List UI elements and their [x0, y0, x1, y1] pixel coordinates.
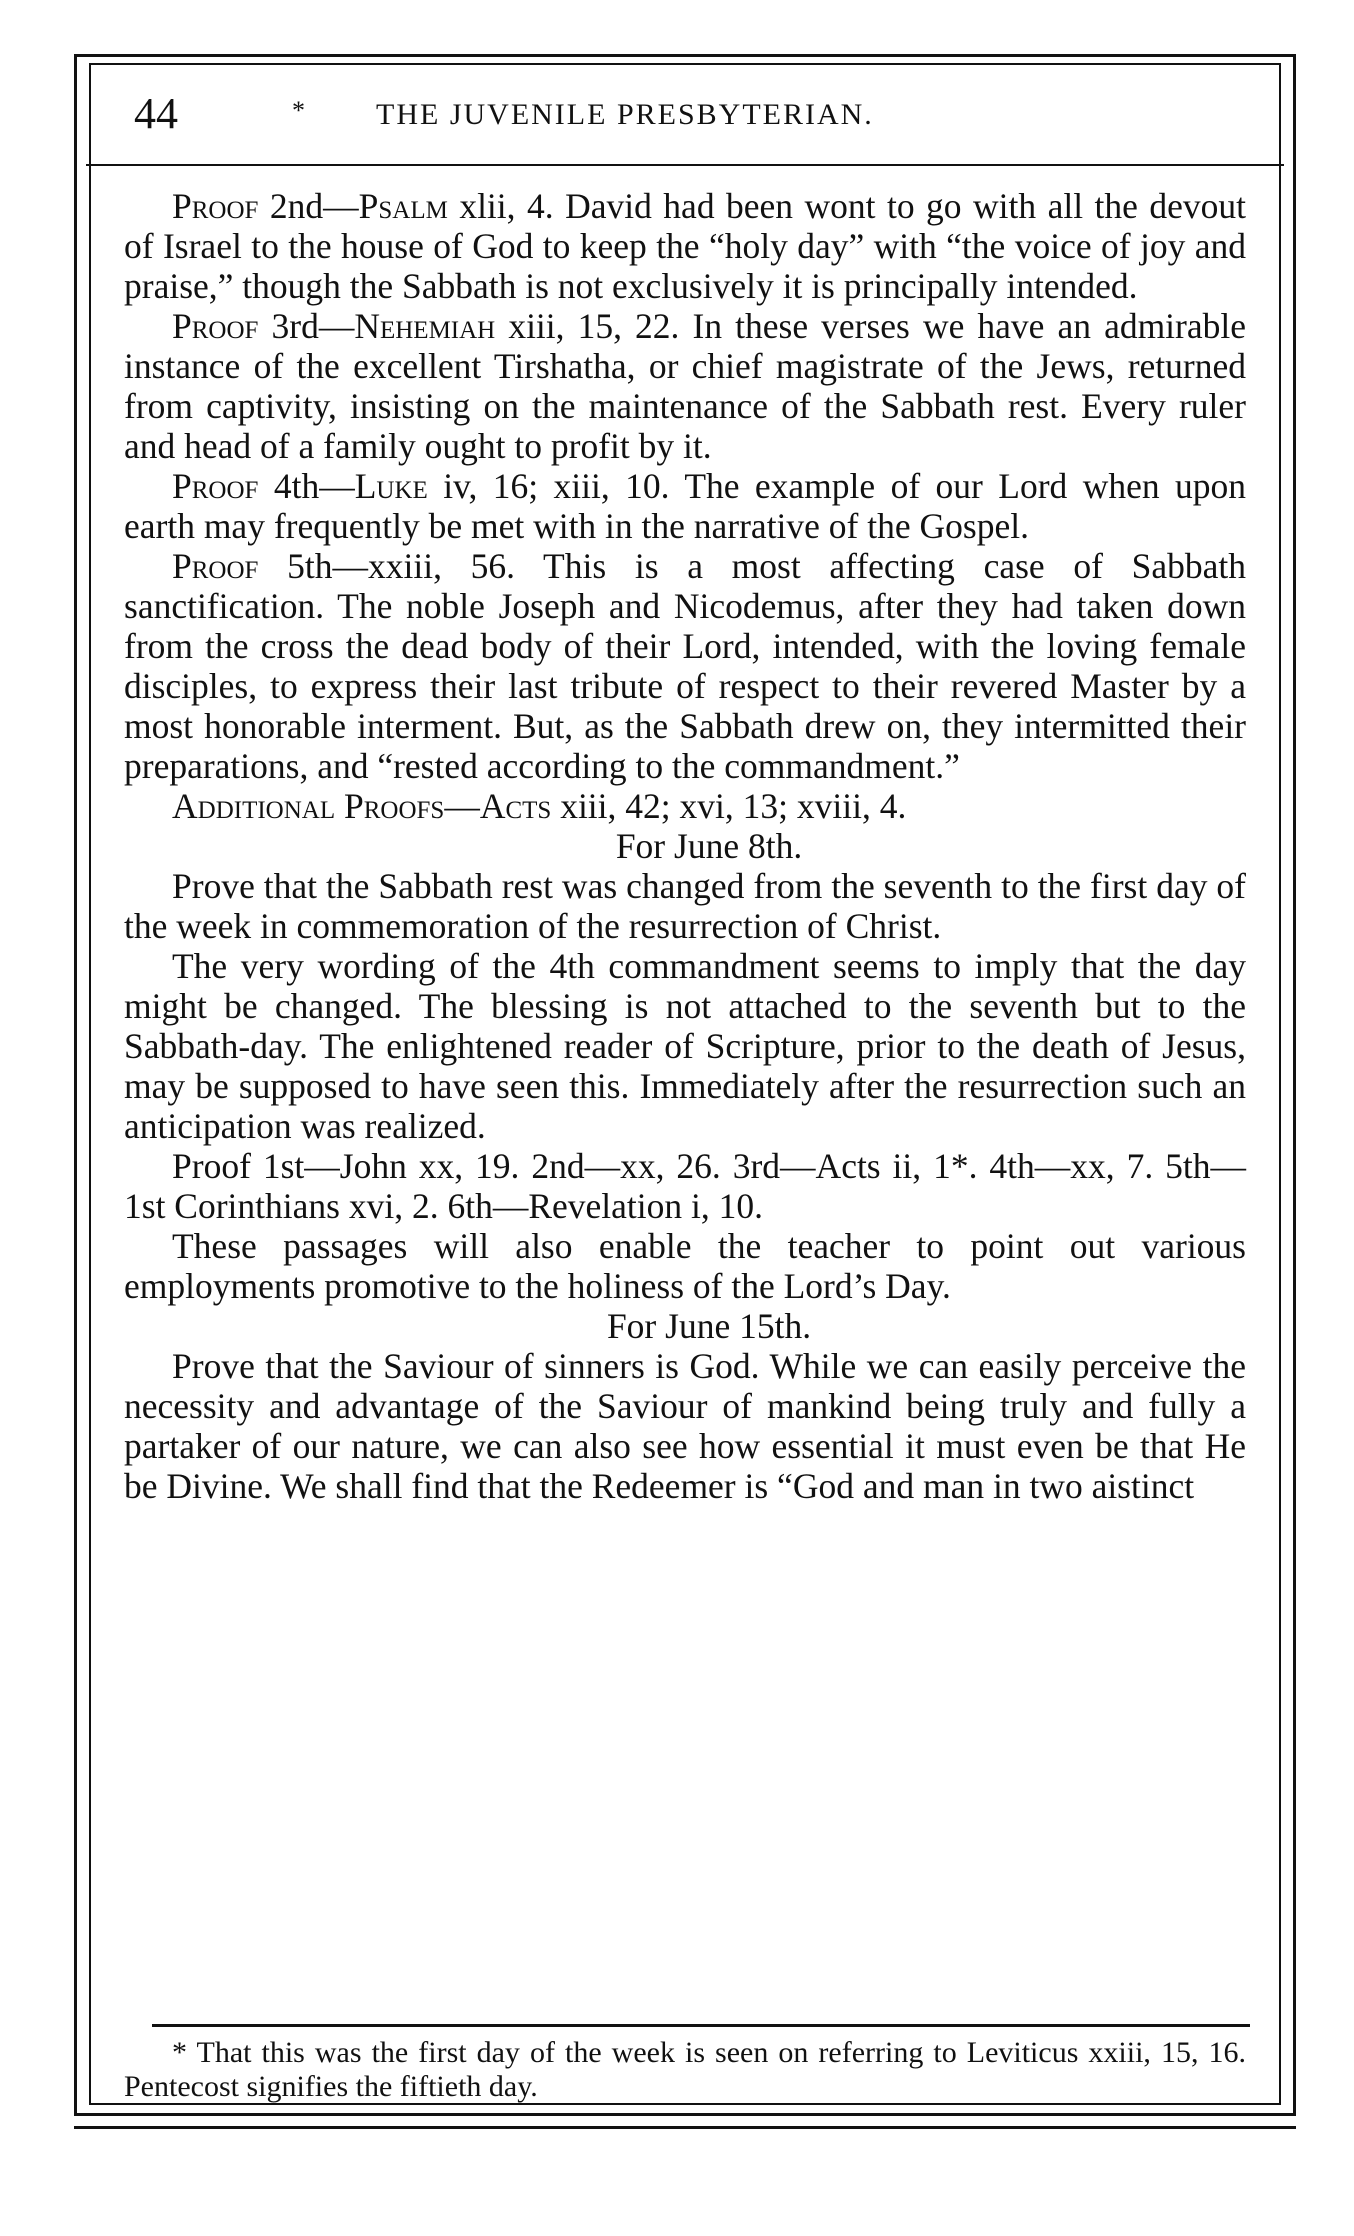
paragraph-additional-proofs — [124, 786, 1246, 826]
paragraph-proof-2nd — [124, 186, 1246, 306]
paragraph-text: xlii, 4. David had been wont to go with all the devout of Israel to the house of God to keep the “holy day” with “the voice of joy and praise,” though the Sabbath is not exclusively it is principally intended. — [124, 186, 1246, 306]
paragraph-text: 5th—xxiii, 56. This is a most affecting case of Sabbath sanctification. The noble Joseph and Nicodemus, after they had taken down from the cross the dead body of their Lord, intended, with the loving female disciples, to express their last tribute of respect to their revered Master by a most honorable interment. But, as the Sabbath drew on, they intermitted their preparations, and “rested according to the commandment.” — [124, 546, 1246, 786]
paragraph-text: xiii, 15, 22. In these verses we have an admirable instance of the excellent Tirshatha, or chief magistrate of the Jews, returned from captivity, insisting on the maintenance of the Sabbath rest. Every ruler and head of a family ought to profit by it. — [124, 306, 1246, 466]
book-name: Luke — [354, 466, 428, 506]
section-heading-june-8: For June 8th. — [615, 826, 803, 866]
paragraph-proof-3rd — [124, 306, 1246, 466]
paragraph-proof-4th — [124, 466, 1246, 546]
paragraph-4th-commandment: The very wording of the 4th commandment seems to imply that the day might be changed. The blessing is not attached to the seventh but to the Sabbath-day. The enlightened reader of Scripture, prior to the death of Jesus, may be supposed to have seen this. Immediately after the resurrection such an anticipation was realized. — [124, 946, 1246, 1146]
proof-ordinal: 2nd— — [269, 186, 359, 226]
proof-ordinal: 3rd— — [271, 306, 355, 346]
proof-label: Proof — [172, 466, 259, 506]
paragraph-saviour-is-god: Prove that the Saviour of sinners is God. While we can easily perceive the necessity and advantage of the Saviour of mankind being truly and fully a partaker of our nature, we can also see how essential it must even be that He be Divine. We shall find that the Redeemer is “God and man in two aistinct — [124, 1346, 1246, 1506]
footnote — [124, 2036, 1246, 2104]
paragraph-text: iv, 16; xiii, 10. The example of our Lord when upon earth may frequently be met with in the narrative of the Gospel. — [124, 466, 1246, 546]
book-name: Acts — [479, 786, 552, 826]
footnote-text: * That this was the first day of the week is seen on referring to Leviticus xxiii, 15, 16. Pentecost signifies the fiftieth day. — [124, 2036, 1246, 2103]
additional-proofs-label: Additional Proofs — [172, 786, 445, 826]
paragraph-proof-5th — [124, 546, 1246, 786]
paragraph-prove-sabbath-changed: Prove that the Sabbath rest was changed from the seventh to the first day of the week in commemoration of the resurrection of Christ. — [124, 866, 1246, 946]
proof-label: Proof — [172, 546, 259, 586]
header-ornament: * — [292, 96, 305, 125]
paragraph-proof-list: Proof 1st—John xx, 19. 2nd—xx, 26. 3rd—Acts ii, 1*. 4th—xx, 7. 5th—1st Corinthians xvi, 2. 6th—Revelation i, 10. — [124, 1146, 1246, 1226]
dash: — — [444, 786, 480, 826]
running-title: THE JUVENILE PRESBYTERIAN. — [376, 98, 874, 131]
page-header — [86, 60, 1284, 166]
proof-label: Proof — [172, 186, 259, 226]
proof-label: Proof — [172, 306, 259, 346]
paragraph-text: xiii, 42; xvi, 13; xviii, 4. — [551, 786, 907, 826]
book-name: Nehemiah — [354, 306, 496, 346]
page-bottom-rule — [74, 2126, 1296, 2129]
paragraph-passages: These passages will also enable the teacher to point out various employments promotive to the holiness of the Lord’s Day. — [124, 1226, 1246, 1306]
book-name: Psalm — [358, 186, 448, 226]
article-body — [124, 186, 1246, 1506]
page-number: 44 — [134, 89, 178, 138]
footnote-divider — [152, 2024, 1250, 2027]
section-heading-june-15: For June 15th. — [606, 1306, 812, 1346]
proof-ordinal: 4th— — [273, 466, 355, 506]
